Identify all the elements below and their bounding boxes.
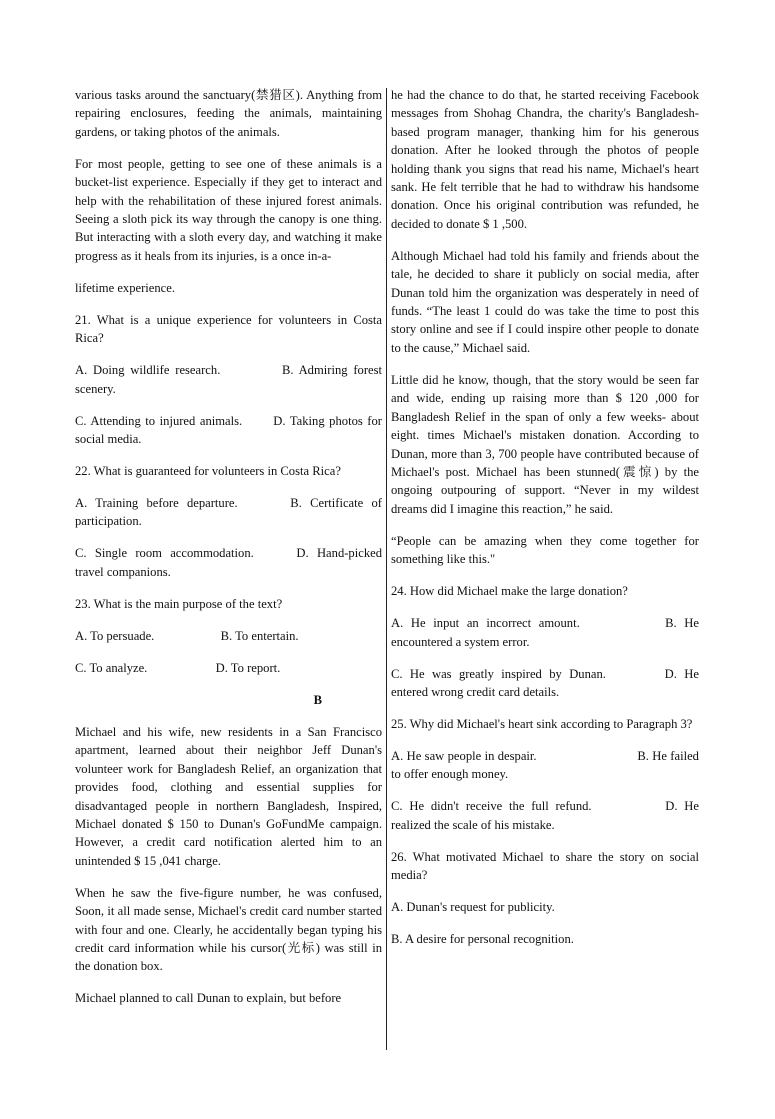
option-a: A. He input an incorrect amount. bbox=[391, 616, 580, 631]
column-divider bbox=[386, 88, 387, 1050]
question-25-options-ab bbox=[391, 747, 699, 784]
question-22-options-ab bbox=[75, 494, 382, 531]
option-a: A. He saw people in despair. bbox=[391, 748, 537, 763]
option-d: D. Hand-picked travel companions. bbox=[75, 546, 383, 579]
option-d: D. He entered wrong credit card details. bbox=[391, 666, 699, 699]
option-a: A. To persuade. bbox=[75, 628, 155, 643]
passage-a-paragraph: various tasks around the sanctuary(禁猎区). Anything from repairing enclosures, feeding the animals, maintaining gardens, or taking photos of the animals. bbox=[75, 88, 382, 139]
passage-b-paragraph: “People can be amazing when they come together for something like this." bbox=[391, 533, 699, 567]
question-21-options-cd bbox=[75, 412, 382, 449]
option-d: D. Taking photos for social media. bbox=[75, 413, 382, 447]
option-b: B. He failed to offer enough money. bbox=[391, 748, 699, 782]
passage-a-paragraph: lifetime experience. bbox=[75, 280, 175, 295]
right-column bbox=[391, 86, 699, 962]
question-22: 22. What is guaranteed for volunteers in Costa Rica? bbox=[75, 464, 341, 479]
question-23-options-ab bbox=[75, 627, 382, 645]
option-b: B. A desire for personal recognition. bbox=[391, 932, 574, 947]
question-25-options-cd bbox=[391, 797, 699, 834]
option-d: D. He realized the scale of his mistake. bbox=[391, 799, 699, 832]
question-23-options-cd bbox=[75, 659, 382, 677]
option-c: C. To analyze. bbox=[75, 660, 148, 675]
option-c: C. He was greatly inspired by Dunan. bbox=[391, 666, 606, 681]
question-23: 23. What is the main purpose of the text? bbox=[75, 596, 283, 611]
option-d: D. To report. bbox=[215, 660, 281, 675]
question-21-options-ab bbox=[75, 361, 382, 398]
passage-b-paragraph: Michael planned to call Dunan to explain, but before bbox=[75, 991, 342, 1006]
question-25: 25. Why did Michael's heart sink according to Paragraph 3? bbox=[391, 716, 693, 731]
left-column bbox=[75, 86, 382, 1021]
section-b-heading: B bbox=[313, 692, 322, 707]
question-22-options-cd bbox=[75, 544, 382, 581]
question-24-options-ab bbox=[391, 614, 699, 651]
option-c: C. Single room accommodation. bbox=[75, 546, 254, 561]
question-21: 21. What is a unique experience for volunteers in Costa Rica? bbox=[75, 312, 382, 346]
option-b: B. Admiring forest scenery. bbox=[75, 363, 383, 396]
option-b: B. Certificate of participation. bbox=[75, 496, 383, 529]
option-b: B. He encountered a system error. bbox=[391, 616, 699, 649]
passage-a-paragraph: For most people, getting to see one of these animals is a bucket-list experience. Especially if they get to interact and help with the rehabilitation of these injured forest animals. Seeing a sloth pick its way through the canopy is one thing. But interacting with a sloth every day, and watching it make progress as it heals from its injuries, is a once in-a- bbox=[75, 156, 382, 263]
option-a: A. Dunan's request for publicity. bbox=[391, 900, 555, 915]
option-c: C. Attending to injured animals. bbox=[75, 413, 243, 428]
option-b: B. To entertain. bbox=[220, 628, 299, 643]
option-c: C. He didn't receive the full refund. bbox=[391, 799, 592, 814]
question-24-options-cd bbox=[391, 665, 699, 702]
passage-b-paragraph: Although Michael had told his family and friends about the tale, he decided to share it publicly on social media, after Dunan told him the organization was desperately in need of funds. “The least 1 could do was take the time to post this story online and see if I could inspire other people to donate to the cause,” Michael said. bbox=[391, 248, 699, 355]
passage-b-paragraph: When he saw the five-figure number, he was confused, Soon, it all made sense, Michael's credit card number started with four and one. Clearly, he accidentally began typing his credit card information while his cursor(光标) was still in the donation box. bbox=[75, 885, 382, 974]
passage-b-paragraph: Little did he know, though, that the story would be seen far and wide, ending up raising more than $ 120 ,000 for Bangladesh Relief in the span of only a few weeks- about eight. times Michael's mistaken donation. According to Dunan, more than 3, 700 people have contributed because of Michael's post. Michael has been stunned(震惊) by the ongoing outpouring of support. “Never in my wildest dreams did I imagine this reaction,” he said. bbox=[391, 372, 699, 516]
option-a: A. Doing wildlife research. bbox=[75, 363, 221, 378]
passage-b-paragraph: Michael and his wife, new residents in a San Francisco apartment, learned about their neighbor Jeff Dunan's volunteer work for Bangladesh Relief, an organization that provides food, clothing and essential supplies for disadvantaged people in northern Bangladesh, Inspired, Michael donated $ 150 to Dunan's GoFundMe campaign. However, a credit card notification alerted him to an unintended $ 15 ,041 charge. bbox=[75, 724, 382, 868]
question-26: 26. What motivated Michael to share the story on social media? bbox=[391, 849, 699, 883]
passage-b-paragraph: he had the chance to do that, he started receiving Facebook messages from Shohag Chandra, the charity's Bangladesh-based program manager, thanking him for his generous donation. After he looked through the photos of people holding thank you signs that read his name, Michael's heart sank. He felt terrible that he had to withdraw his handsome donation. Once his original contribution was refunded, he decided to donate $ 1 ,500. bbox=[391, 88, 699, 231]
option-a: A. Training before departure. bbox=[75, 496, 238, 511]
question-24: 24. How did Michael make the large donation? bbox=[391, 584, 628, 599]
